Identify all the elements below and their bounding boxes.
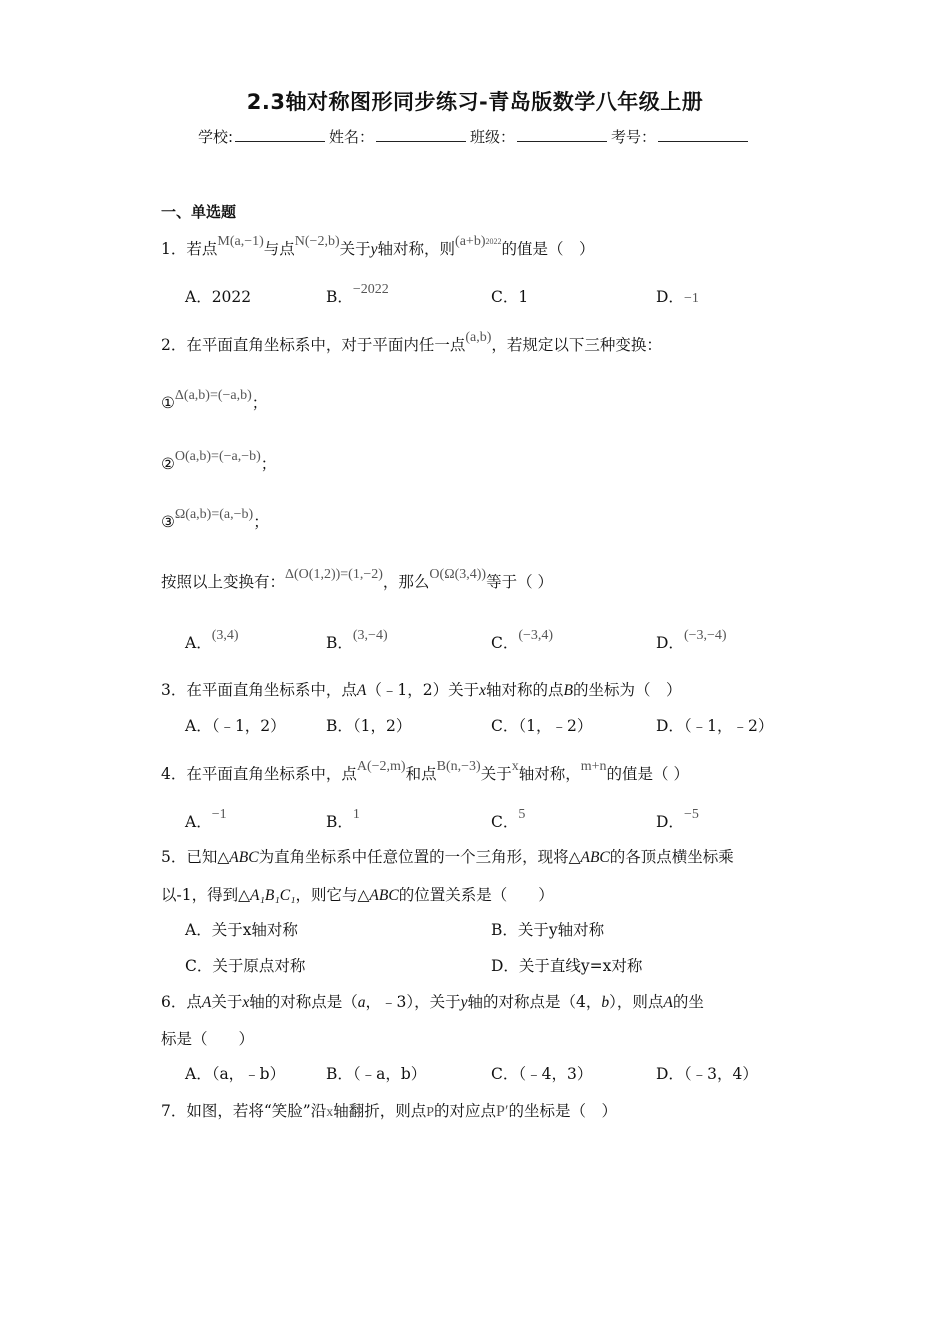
q5-triangle-abc: ABC: [229, 849, 259, 866]
q7-text: 的对应点: [434, 1102, 497, 1120]
q3-text: 3．在平面直角坐标系中，点: [161, 681, 357, 699]
q1-exponent: 2022: [485, 237, 502, 246]
q6-text: 关于: [211, 993, 243, 1011]
q6-text: 轴的对称点是（: [249, 993, 358, 1011]
q4-text: 4．在平面直角坐标系中，点: [161, 765, 357, 783]
q6-option-a[interactable]: A．（a，﹣b）: [185, 1065, 286, 1083]
q1-math-m: M(a,−1): [217, 234, 264, 249]
option-math: −2022: [352, 282, 389, 297]
rule-number: ①: [161, 394, 175, 412]
q4-math-b: B(n,−3): [436, 759, 481, 774]
q6-option-d[interactable]: D．（﹣3，4）: [656, 1065, 758, 1083]
q6-text: ），则点: [609, 993, 664, 1011]
q2-math-example: Δ(O(1,2))=(1,−2): [285, 567, 383, 582]
q6-var-a-lower: a: [357, 994, 366, 1011]
option-label: B．: [326, 288, 353, 306]
option-label: B．: [326, 813, 353, 831]
question-2-stem: [161, 330, 662, 355]
q4-text: 关于: [480, 765, 512, 783]
page-title: 2.3轴对称图形同步练习-青岛版数学八年级上册: [246, 90, 704, 114]
q6-var-a: A: [201, 994, 212, 1011]
q5-option-b[interactable]: B．关于y轴对称: [491, 921, 605, 939]
q4-option-b[interactable]: [326, 807, 360, 832]
question-5-stem-line-2: [161, 883, 554, 905]
q5-triangle-abc: ABC: [369, 887, 399, 904]
q2-text: 2．在平面直角坐标系中，对于平面内任一点: [161, 336, 466, 354]
q1-math-n: N(−2,b): [294, 234, 340, 249]
class-blank[interactable]: [517, 127, 607, 142]
q2-rule-2: [161, 449, 277, 474]
q5-text: 的各顶点横坐标乘: [609, 848, 734, 866]
q1-text: 1．若点: [161, 240, 218, 258]
option-label: D．: [656, 813, 684, 831]
q1-option-d[interactable]: [656, 285, 699, 307]
q4-math-sum: m+n: [580, 759, 607, 774]
q5-text: ，则它与△: [295, 886, 370, 904]
name-label: 姓名：: [329, 128, 375, 146]
q3-text: 的坐标为（ ）: [572, 681, 682, 699]
q4-text: 的值是（ ）: [606, 765, 689, 783]
q6-text: 的坐: [672, 993, 704, 1011]
q6-var-x: x: [242, 994, 250, 1011]
q5-text: 以-1，得到△: [161, 886, 251, 904]
q4-option-c[interactable]: [491, 807, 526, 832]
q7-text: 轴翻折，则点: [333, 1102, 427, 1120]
option-math: −1: [211, 807, 227, 822]
q3-option-b[interactable]: B．（1，2）: [326, 717, 412, 735]
option-math: (3,−4): [352, 628, 388, 643]
q2-text: 按照以上变换有：: [161, 573, 286, 591]
q2-math-query: O(Ω(3,4)): [429, 567, 487, 582]
q4-math-x: x: [511, 759, 519, 774]
q3-option-c[interactable]: C．（1，﹣2）: [491, 717, 593, 735]
q3-text: 轴对称的点: [485, 681, 564, 699]
question-6-stem-line-1: [161, 990, 704, 1012]
q5-option-d[interactable]: D．关于直线y=x对称: [491, 957, 643, 975]
option-label: B．: [326, 634, 353, 652]
rule-expression: O(a,b)=(−a,−b): [174, 449, 261, 464]
q6-text: ，﹣3），关于: [365, 993, 461, 1011]
q1-option-b[interactable]: [326, 282, 389, 307]
q1-text: 的值是（ ）: [501, 240, 595, 258]
q6-text: 轴的对称点是（4，: [467, 993, 602, 1011]
rule-expression: Ω(a,b)=(a,−b): [174, 507, 254, 522]
question-7-stem: [161, 1099, 617, 1121]
question-5-stem-line-1: [161, 845, 734, 867]
rule-expression: Δ(a,b)=(−a,b): [174, 388, 252, 403]
student-info-line: [0, 126, 950, 147]
q2-rule-3: [161, 507, 269, 532]
q2-statement: [161, 567, 554, 592]
q5-triangle-abc: ABC: [580, 849, 610, 866]
q2-option-c[interactable]: [491, 628, 554, 653]
q4-math-a: A(−2,m): [356, 759, 406, 774]
option-label: A．: [185, 634, 212, 652]
q2-option-d[interactable]: [656, 628, 727, 653]
option-math: (−3,4): [518, 628, 554, 643]
q6-option-c[interactable]: C．（﹣4，3）: [491, 1065, 593, 1083]
rule-number: ②: [161, 455, 175, 473]
class-label: 班级：: [470, 128, 516, 146]
q1-math-power: (a+b): [455, 234, 486, 249]
option-label: D．: [656, 634, 684, 652]
q4-option-d[interactable]: [656, 807, 699, 832]
option-math: 5: [518, 807, 526, 822]
q5-text: 为直角坐标系中任意位置的一个三角形，现将△: [258, 848, 581, 866]
school-blank[interactable]: [235, 127, 325, 142]
q3-text: （﹣1，2）关于: [366, 681, 480, 699]
q1-option-c[interactable]: C．1: [491, 288, 529, 306]
q6-option-b[interactable]: B．（﹣a，b）: [326, 1065, 427, 1083]
q7-text: 7．如图，若将“笑脸”沿: [161, 1102, 327, 1120]
rule-number: ③: [161, 513, 175, 531]
section-heading: 一、单选题: [161, 203, 237, 221]
exam-no-label: 考号：: [611, 128, 657, 146]
q3-var-a: A: [356, 682, 367, 699]
q1-text: 关于: [339, 240, 371, 258]
q7-math-x: x: [326, 1105, 334, 1120]
q1-text: 轴对称，则: [377, 240, 456, 258]
q5-triangle-a1b1c1: A₁B₁C₁: [250, 887, 296, 904]
q4-text: 轴对称，: [518, 765, 581, 783]
name-blank[interactable]: [376, 127, 466, 142]
question-4-stem: [161, 759, 689, 784]
q2-text: ，若规定以下三种变换：: [491, 336, 662, 354]
question-3-stem: [161, 678, 681, 700]
q6-text: 6．点: [161, 993, 202, 1011]
school-label: 学校:: [197, 128, 233, 146]
q5-option-c[interactable]: C．关于原点对称: [185, 957, 306, 975]
q2-math-point: (a,b): [465, 330, 492, 345]
option-math: 1: [352, 807, 360, 822]
q4-option-a[interactable]: [185, 807, 227, 832]
q1-var-y: y: [370, 241, 378, 258]
q5-text: 5．已知△: [161, 848, 230, 866]
q4-text: 和点: [405, 765, 437, 783]
q3-option-a[interactable]: A．（﹣1，2）: [185, 717, 286, 735]
q5-text: 的位置关系是（ ）: [398, 886, 554, 904]
rule-end: ；: [260, 455, 277, 473]
option-math: (3,4): [211, 628, 239, 643]
q5-option-a[interactable]: A．关于x轴对称: [185, 921, 298, 939]
q1-text: 与点: [263, 240, 295, 258]
q3-var-x: x: [479, 682, 486, 699]
option-label: D．: [656, 288, 684, 306]
option-math: (−3,−4): [683, 628, 727, 643]
q7-text: 的坐标是（ ）: [508, 1102, 617, 1120]
exam-no-blank[interactable]: [658, 127, 748, 142]
q6-var-a: A: [663, 994, 673, 1011]
q3-option-d[interactable]: D．（﹣1，﹣2）: [656, 717, 774, 735]
q6-var-y: y: [460, 994, 468, 1011]
option-math: −5: [683, 807, 699, 822]
q3-var-b: B: [563, 682, 573, 699]
question-6-stem-line-2: 标是（ ）: [161, 1030, 255, 1048]
q2-option-b[interactable]: [326, 628, 388, 653]
q7-math-p: P: [426, 1105, 435, 1120]
option-label: C．: [491, 813, 519, 831]
q2-text: 等于（ ）: [486, 573, 554, 591]
q2-rule-1: [161, 388, 268, 413]
q2-text: ，那么: [382, 573, 430, 591]
q2-option-a[interactable]: [185, 628, 239, 653]
question-1-stem: [161, 234, 595, 259]
option-label: C．: [491, 634, 519, 652]
q7-math-p-prime: P′: [496, 1103, 509, 1120]
q6-var-b: b: [601, 994, 610, 1011]
rule-end: ；: [251, 394, 268, 412]
rule-end: ；: [253, 513, 269, 531]
q1-option-a[interactable]: A．2022: [185, 288, 252, 306]
option-label: A．: [185, 813, 212, 831]
option-math: −1: [683, 291, 699, 306]
